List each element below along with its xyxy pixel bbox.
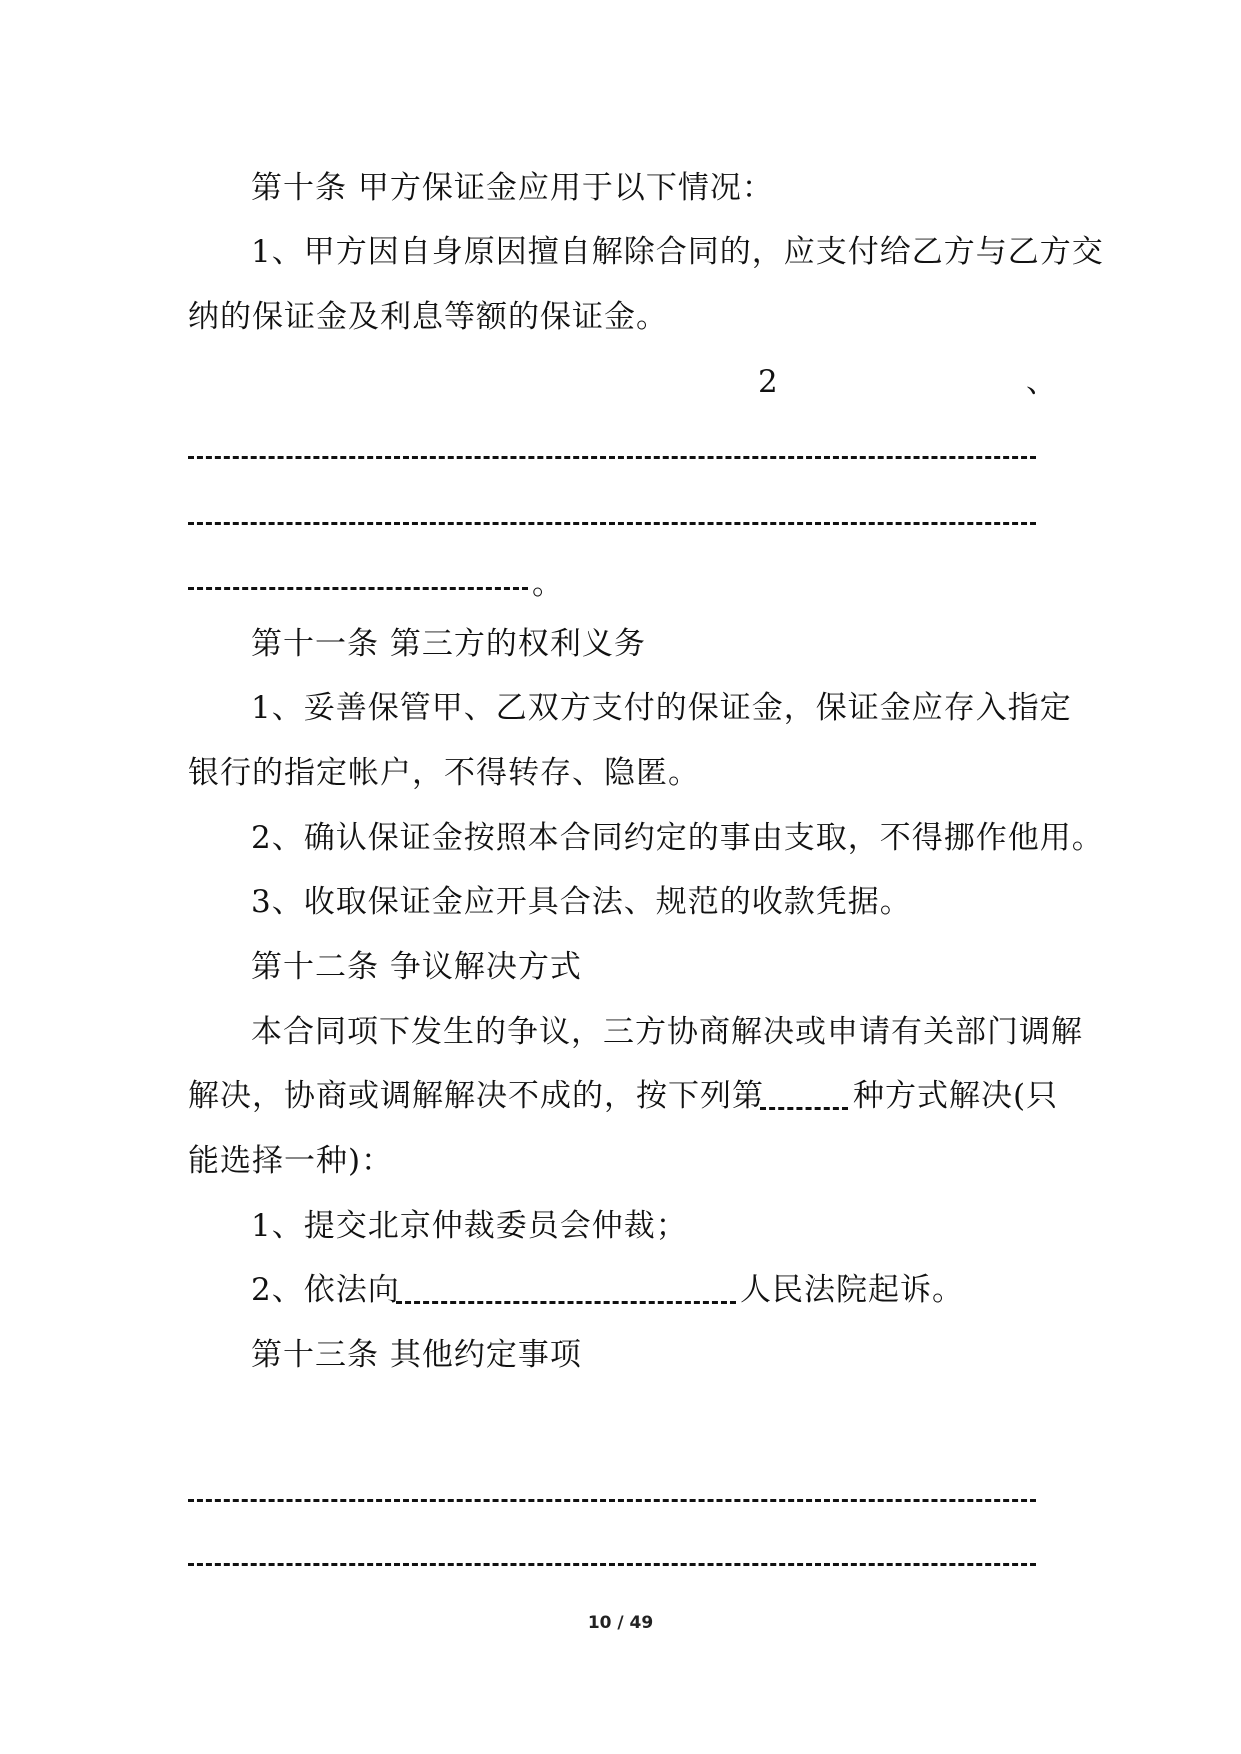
paragraph-line: 人民法院起诉。 (740, 1272, 964, 1308)
paragraph-line: 1、提交北京仲裁委员会仲裁； (251, 1208, 688, 1244)
item-number: 2 (758, 364, 779, 400)
paragraph-line: 2、确认保证金按照本合同约定的事由支取，不得挪作他用。 (251, 820, 1104, 856)
paragraph-line: 1、妥善保管甲、乙双方支付的保证金，保证金应存入指定 (251, 690, 1072, 726)
blank-line (188, 587, 528, 590)
blank-court (396, 1301, 736, 1304)
paragraph-line: 能选择一种)： (188, 1143, 394, 1179)
period: 。 (532, 566, 564, 602)
blank-line (188, 1563, 1036, 1566)
paragraph-line: 本合同项下发生的争议，三方协商解决或申请有关部门调解 (251, 1014, 1083, 1050)
blank-line (188, 456, 1036, 459)
page-number: 10 / 49 (587, 1613, 654, 1633)
paragraph-line: 纳的保证金及利息等额的保证金。 (188, 299, 668, 335)
paragraph-line: 2、依法向 (251, 1272, 400, 1308)
paragraph-line: 3、收取保证金应开具合法、规范的收款凭据。 (251, 884, 912, 920)
article-10-heading: 第十条 甲方保证金应用于以下情况： (251, 170, 774, 206)
paragraph-line: 1、甲方因自身原因擅自解除合同的，应支付给乙方与乙方交 (251, 234, 1104, 270)
blank-line (188, 1499, 1036, 1502)
paragraph-line: 解决，协商或调解解决不成的，按下列第 (188, 1078, 764, 1114)
blank-choice (760, 1107, 848, 1110)
article-11-heading: 第十一条 第三方的权利义务 (251, 626, 646, 662)
item-separator: 、 (1026, 364, 1058, 400)
paragraph-line: 种方式解决(只 (853, 1078, 1059, 1114)
article-12-heading: 第十二条 争议解决方式 (251, 949, 582, 985)
paragraph-line: 银行的指定帐户，不得转存、隐匿。 (188, 755, 700, 791)
blank-line (188, 522, 1036, 525)
article-13-heading: 第十三条 其他约定事项 (251, 1337, 582, 1373)
